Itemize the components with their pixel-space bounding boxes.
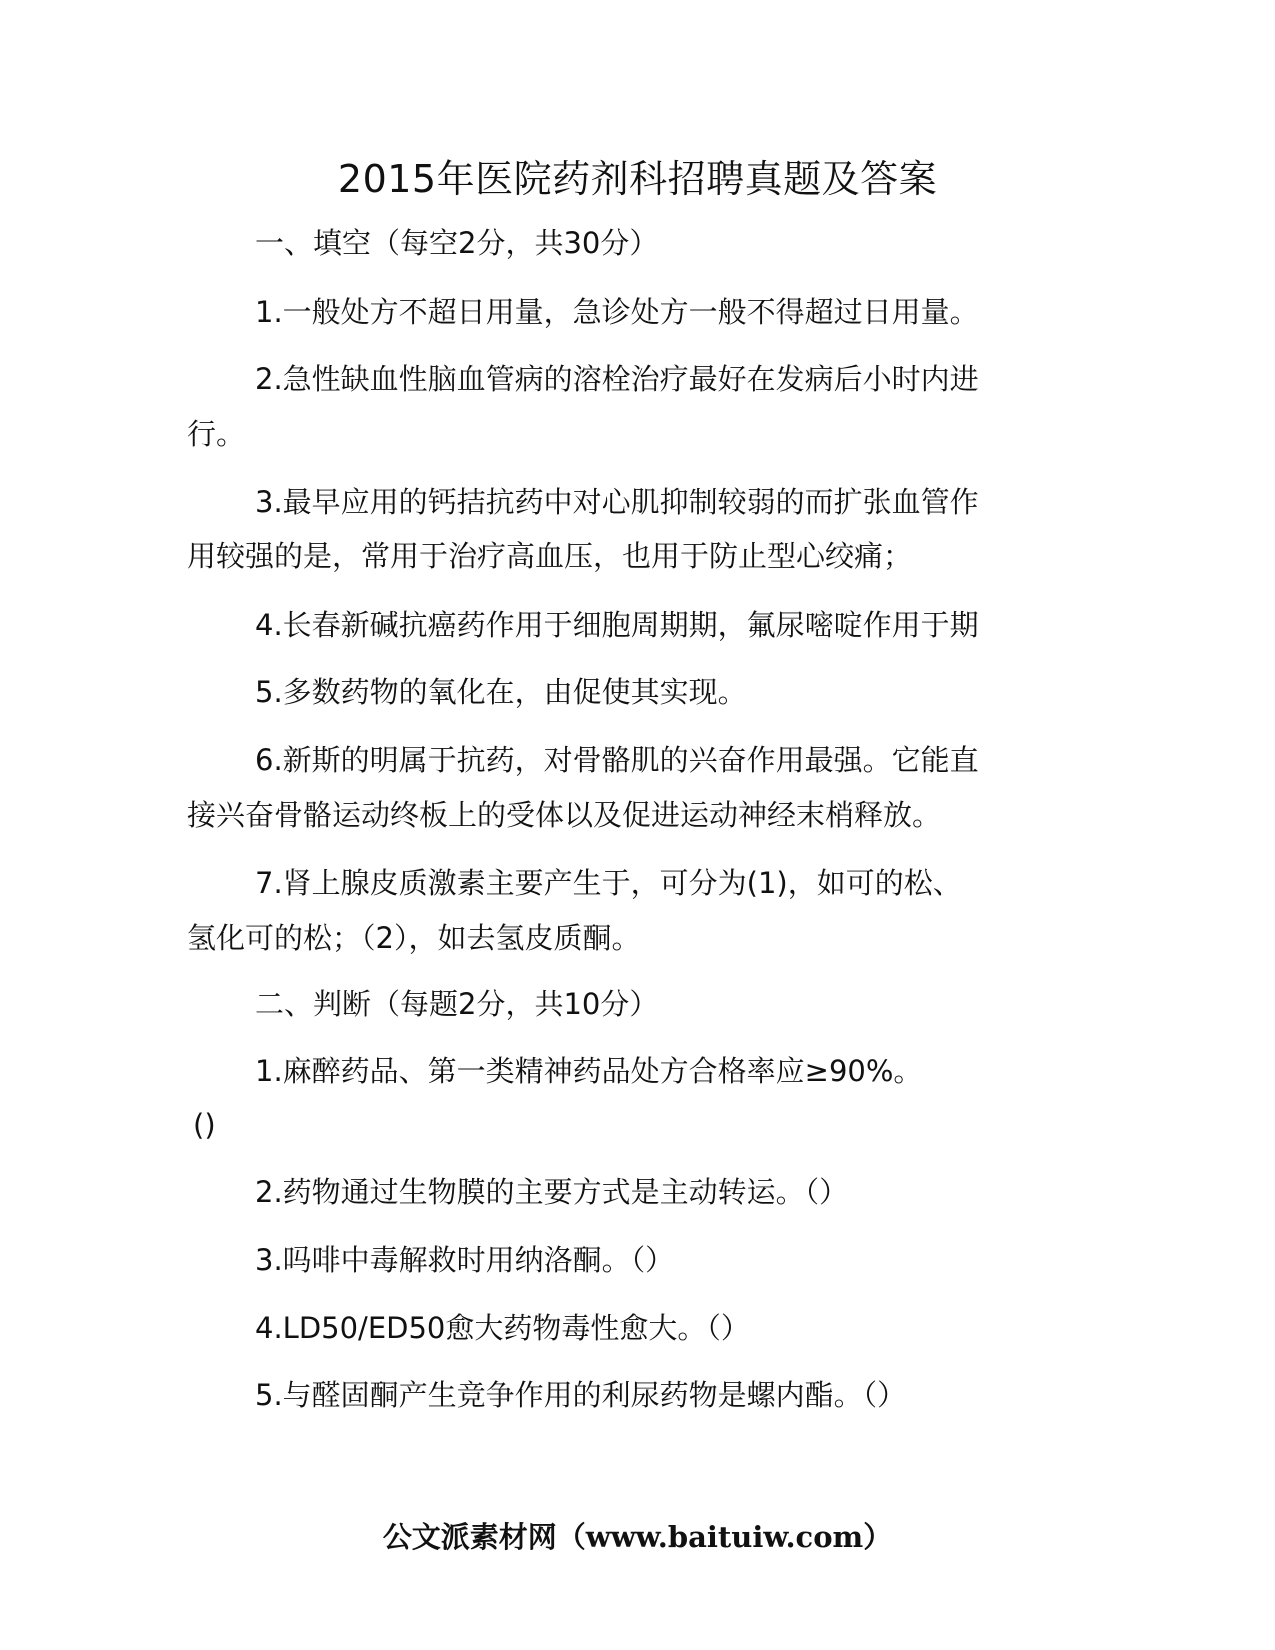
section-heading-true-false: 二、判断（每题2分，共10分） (255, 987, 659, 1021)
question-tf-4: 4.LD50/ED50愈大药物毒性愈大。（） (255, 1311, 750, 1345)
question-fill-3-line2: 用较强的是，常用于治疗高血压，也用于防止型心绞痛； (187, 539, 913, 573)
document-title: 2015年医院药剂科招聘真题及答案 (337, 157, 938, 201)
question-fill-1: 1.一般处方不超日用量，急诊处方一般不得超过日用量。 (255, 295, 979, 329)
question-fill-2-line1: 2.急性缺血性脑血管病的溶栓治疗最好在发病后小时内进 (255, 362, 979, 396)
question-tf-1-line1: 1.麻醉药品、第一类精神药品处方合格率应≥90%。 (255, 1054, 923, 1088)
question-tf-5: 5.与醛固酮产生竞争作用的利尿药物是螺内酯。（） (255, 1378, 907, 1412)
question-tf-3: 3.吗啡中毒解救时用纳洛酮。（） (255, 1243, 675, 1277)
question-fill-7-line2: 氢化可的松；（2），如去氢皮质酮。 (187, 921, 641, 955)
section-heading-fill-in: 一、填空（每空2分，共30分） (255, 226, 659, 260)
question-fill-5: 5.多数药物的氧化在，由促使其实现。 (255, 675, 747, 709)
question-fill-6-line1: 6.新斯的明属于抗药，对骨骼肌的兴奋作用最强。它能直 (255, 743, 979, 777)
footer-watermark: 公文派素材网（www.baituiw.com） (382, 1520, 893, 1554)
question-fill-4: 4.长春新碱抗癌药作用于细胞周期期，氟尿嘧啶作用于期 (255, 608, 979, 642)
question-fill-2-line2: 行。 (187, 417, 246, 451)
question-tf-1-line2: () (193, 1108, 216, 1142)
question-fill-3-line1: 3.最早应用的钙拮抗药中对心肌抑制较弱的而扩张血管作 (255, 485, 979, 519)
question-tf-2: 2.药物通过生物膜的主要方式是主动转运。（） (255, 1175, 849, 1209)
question-fill-7-line1: 7.肾上腺皮质激素主要产生于，可分为(1)，如可的松、 (255, 866, 962, 900)
question-fill-6-line2: 接兴奋骨骼运动终板上的受体以及促进运动神经末梢释放。 (187, 798, 942, 832)
